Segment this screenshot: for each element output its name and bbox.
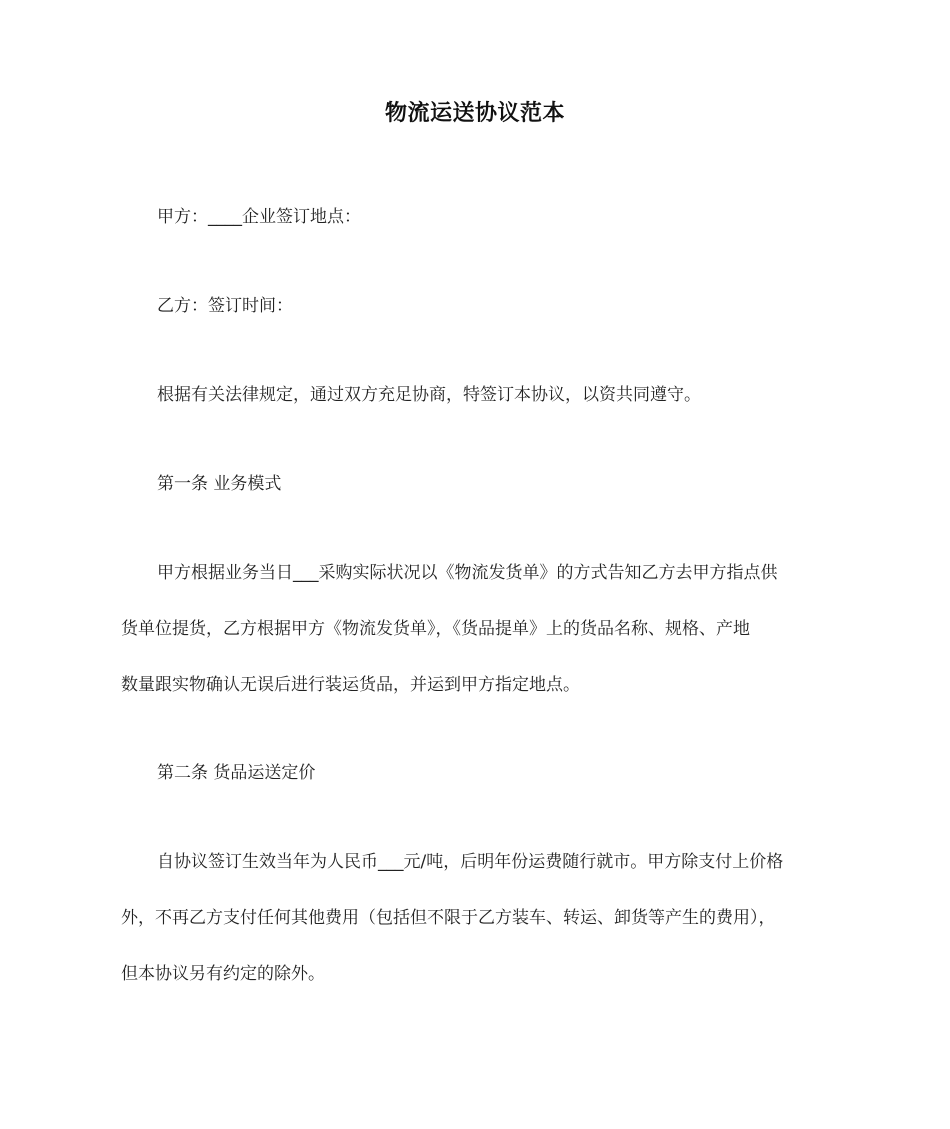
article1-paragraph: [121, 545, 833, 713]
party-b-text: 乙方：签订时间：: [157, 296, 293, 316]
party-a-text: 甲方：____企业签订地点：: [157, 207, 361, 227]
article2-heading: [121, 745, 833, 801]
document-title: 物流运送协议范本: [384, 101, 565, 126]
party-b-line: [121, 278, 833, 334]
article1-line-1: 甲方根据业务当日___采购实际状况以《物流发货单》的方式告知乙方去甲方指点供: [157, 563, 778, 583]
article1-line-2: 货单位提货，乙方根据甲方《物流发货单》，《货品提单》上的货品名称、规格、产地: [121, 619, 750, 639]
preamble-paragraph: [121, 367, 833, 423]
article1-line-3: 数量跟实物确认无误后进行装运货品，并运到甲方指定地点。: [121, 675, 580, 695]
article2-line-2: 外，不再乙方支付任何其他费用（包括但不限于乙方装车、转运、卸货等产生的费用），: [121, 908, 776, 928]
article1-heading: [121, 456, 833, 512]
article2-paragraph: [121, 834, 833, 1002]
article2-heading-text: 第二条 货品运送定价: [157, 763, 316, 783]
article2-line-1: 自协议签订生效当年为人民币___元/吨，后明年份运费随行就市。甲方除支付上价格: [157, 852, 784, 872]
party-a-line: [121, 189, 833, 245]
article2-line-3: 但本协议另有约定的除外。: [121, 964, 325, 984]
preamble-text: 根据有关法律规定，通过双方充足协商，特签订本协议，以资共同遵守。: [157, 385, 701, 405]
article1-heading-text: 第一条 业务模式: [157, 474, 282, 494]
